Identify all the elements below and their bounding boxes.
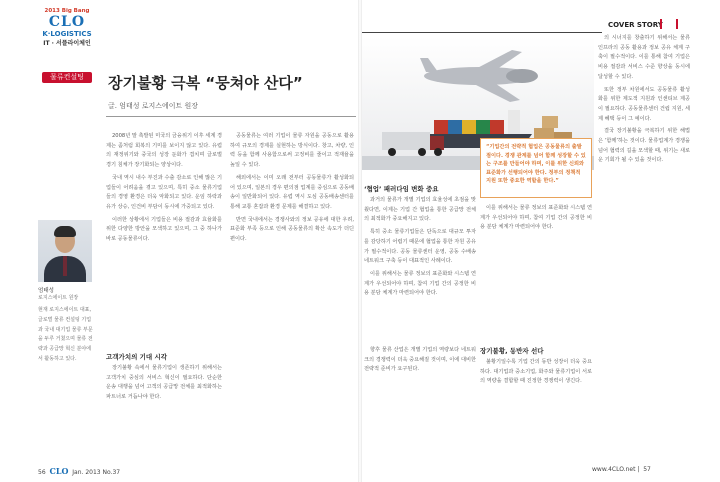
paragraph: 2008년 말 촉발된 미국의 금융위기 이후 세계 경제는 좀처럼 회복의 기미를 보이지 않고 있다. 유럽의 재정위기와 중국의 성장 둔화가 겹치며 글로벌 경기 침체가 장기화되는 양상이다. [106,133,222,169]
folio-right: www.4CLO.net | 57 [592,466,651,473]
title-rule [106,116,356,117]
paragraph: 과거의 물류가 개별 기업의 효율성에 초점을 맞췄다면, 이제는 기업 간 협업을 통한 공급망 전체의 최적화가 중요해지고 있다. [364,197,476,223]
paragraph: 이를 위해서는 물류 정보의 표준화와 시스템 연계가 우선되어야 하며, 참여 기업 간의 공정한 비용 분담 체계가 마련되어야 한다. [480,205,592,231]
subhead-collaboration: ‘협업’ 패러다임 변화 중요 [364,185,439,193]
logo-mark: CLO [48,14,86,30]
body-column-1 [106,132,222,344]
logo-line2: K·LOGISTICS [42,30,92,38]
paragraph: 국내 역시 내수 부진과 수출 감소로 인해 많은 기업들이 어려움을 겪고 있으며, 특히 중소 물류기업들의 경영 환경은 더욱 악화되고 있다. 운임 하락과 유가 상승, 인건비 부담이 동시에 가중되고 있다. [106,174,222,210]
subhead-partnership: 장기불황, 동반자 선다 [480,347,544,355]
paragraph: 해외에서는 이미 오래 전부터 공동물류가 활성화되어 있으며, 일본의 경우 편의점 업계를 중심으로 공동배송이 일반화되어 있다. 유럽 역시 도심 공동배송센터를 통해 교통 혼잡과 환경 문제를 해결하고 있다. [230,174,354,210]
logo-line1: 2013 Big Bang [44,8,90,14]
paragraph: 이를 위해서는 물류 정보의 표준화와 시스템 연계가 우선되어야 하며, 참여 기업 간의 공정한 비용 분담 체계가 마련되어야 한다. [364,270,476,297]
website: www.4CLO.net [592,466,636,473]
subhead-customer-value: 고객가치의 기대 시각 [106,353,168,361]
paragraph: 반면 국내에서는 경쟁사와의 정보 공유에 대한 우려, 표준화 부족 등으로 인해 공동물류의 확산 속도가 더딘 편이다. [230,216,354,243]
pull-quote: “기업간의 전략적 협업은 공동물류의 출발점이다. 경쟁 관계를 넘어 함께 성장할 수 있는 구조를 만들어야 하며, 이를 위한 신뢰와 표준화가 선행되어야 한다. 정부의 정책적 지원 또한 중요한 역할을 한다.” [480,138,592,198]
paragraph: 장기불황 속에서 물류기업이 생존하기 위해서는 고객가치 중심의 서비스 혁신이 필요하다. 단순한 운송 대행을 넘어 고객의 공급망 전체를 최적화하는 파트너로 거듭나야 한다. [106,365,222,401]
body-column-5 [598,34,690,458]
folio-left [38,466,120,476]
paragraph: 의 시너지를 창출하기 위해서는 물류 인프라의 공동 활용과 정보 공유 체계 구축이 필수적이다. 이를 통해 참여 기업은 비용 절감과 서비스 수준 향상을 동시에 달성할 수 있다. [598,35,690,80]
cover-story-rule [362,32,602,33]
page-number: 56 [38,469,46,476]
page-number: 57 [643,466,651,473]
paragraph: 또한 정부 차원에서도 공동물류 활성화를 위한 제도적 지원과 인센티브 제공이 필요하다. 공동물류센터 건립 지원, 세제 혜택 등이 그 예이다. [598,86,690,122]
article-title: 장기불황 극복 “뭉쳐야 산다” [108,74,303,92]
magazine-logo [38,6,96,80]
author-bio: 현재 로지스에이트 대표, 글로벌 물류 컨설팅 기업과 국내 대기업 물류 부문을 두루 거쳤으며 물류 전략과 공급망 혁신 분야에서 활동하고 있다. [38,307,93,362]
section-tag: COVER STORY [608,21,663,29]
magazine-name: CLO [49,466,69,476]
article-byline: 글. 엄태성 로지스에이트 원장 [108,102,199,110]
author-role: 로지스에이트 원장 [38,295,79,301]
body-column-1-bottom [106,364,222,460]
body-column-2 [230,132,354,460]
body-column-3 [364,196,476,338]
paragraph: 향후 물류 산업은 개별 기업의 역량보다 네트워크의 경쟁력이 더욱 중요해질 것이며, 이에 대비한 전략적 준비가 요구된다. [364,347,476,373]
issue-info: Jan. 2013 No.37 [72,469,121,476]
author-name: 엄태성 [38,288,54,294]
logo-line3: IT · 서플라이체인 [43,40,91,47]
body-column-3-bottom [364,346,476,458]
paragraph: 공동물류는 여러 기업이 물류 자원을 공동으로 활용하여 규모의 경제를 실현하는 방식이다. 창고, 차량, 인력 등을 함께 사용함으로써 고정비를 줄이고 적재율을 높일 수 있다. [230,133,354,169]
paragraph: 불황기일수록 기업 간의 동반 성장이 더욱 중요하다. 대기업과 중소기업, 화주와 물류기업이 서로의 역량을 결합할 때 진정한 경쟁력이 생긴다. [480,359,592,385]
body-column-4 [480,204,592,338]
author-photo [38,220,92,282]
paragraph: 특히 중소 물류기업들은 단독으로 대규모 투자를 감당하기 어렵기 때문에 협업을 통한 자원 공유가 필수적이다. 공동 물류센터 운영, 공동 수배송 네트워크 구축 등이 대표적인 사례이다. [364,229,476,265]
body-column-4-bottom [480,358,592,458]
paragraph: 이러한 상황에서 기업들은 비용 절감과 효율화를 위한 다양한 방안을 모색하고 있으며, 그 중 하나가 바로 공동물류이다. [106,216,222,243]
paragraph: 결국 장기불황을 극복하기 위한 해법은 ‘함께’하는 것이다. 물류업계가 경쟁을 넘어 협력의 길을 모색할 때, 위기는 새로운 기회가 될 수 있을 것이다. [598,128,690,164]
category-badge: 물류컨설팅 [42,72,92,83]
section-mark-icon [660,19,678,29]
